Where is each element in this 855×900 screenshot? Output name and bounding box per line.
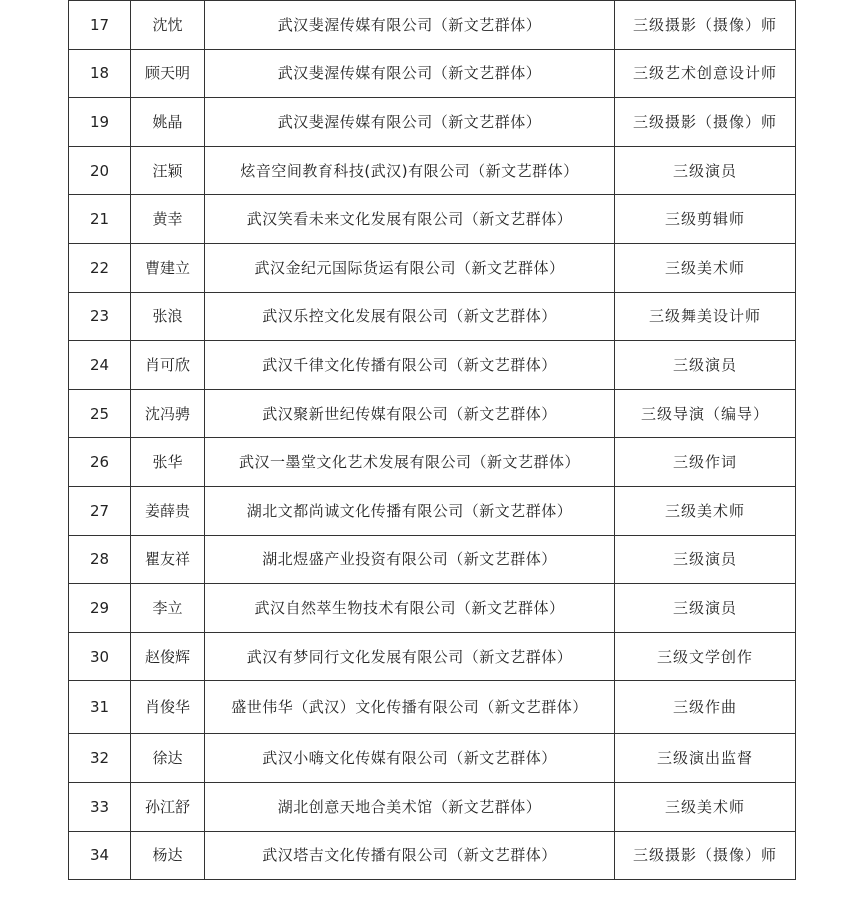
person-name: 顾天明 <box>131 49 205 98</box>
work-unit: 武汉笑看未来文化发展有限公司（新文艺群体） <box>205 195 615 244</box>
person-name: 曹建立 <box>131 243 205 292</box>
table-row <box>69 98 796 147</box>
title-level: 三级作曲 <box>615 681 796 734</box>
title-level: 三级剪辑师 <box>615 195 796 244</box>
work-unit: 武汉小嗨文化传媒有限公司（新文艺群体） <box>205 734 615 783</box>
person-name: 张浪 <box>131 292 205 341</box>
title-level: 三级艺术创意设计师 <box>615 49 796 98</box>
table-row <box>69 341 796 390</box>
work-unit: 武汉乐控文化发展有限公司（新文艺群体） <box>205 292 615 341</box>
work-unit: 武汉一墨堂文化艺术发展有限公司（新文艺群体） <box>205 438 615 487</box>
person-name: 黄幸 <box>131 195 205 244</box>
person-name: 徐达 <box>131 734 205 783</box>
title-level: 三级摄影（摄像）师 <box>615 1 796 50</box>
title-level: 三级美术师 <box>615 486 796 535</box>
work-unit: 武汉金纪元国际货运有限公司（新文艺群体） <box>205 243 615 292</box>
row-number: 26 <box>69 438 131 487</box>
row-number: 29 <box>69 584 131 633</box>
row-number: 21 <box>69 195 131 244</box>
row-number: 33 <box>69 782 131 831</box>
table-row <box>69 734 796 783</box>
row-number: 20 <box>69 146 131 195</box>
person-name: 沈冯骋 <box>131 389 205 438</box>
work-unit: 武汉千律文化传播有限公司（新文艺群体） <box>205 341 615 390</box>
row-number: 17 <box>69 1 131 50</box>
row-number: 19 <box>69 98 131 147</box>
row-number: 22 <box>69 243 131 292</box>
title-level: 三级作词 <box>615 438 796 487</box>
table-row <box>69 584 796 633</box>
table-row <box>69 146 796 195</box>
row-number: 24 <box>69 341 131 390</box>
table-row <box>69 243 796 292</box>
work-unit: 武汉斐渥传媒有限公司（新文艺群体） <box>205 49 615 98</box>
row-number: 31 <box>69 681 131 734</box>
table-row <box>69 1 796 50</box>
title-level: 三级美术师 <box>615 782 796 831</box>
title-level: 三级演员 <box>615 584 796 633</box>
roster-table <box>68 0 796 880</box>
work-unit: 湖北文都尚诚文化传播有限公司（新文艺群体） <box>205 486 615 535</box>
title-level: 三级文学创作 <box>615 632 796 681</box>
work-unit: 湖北创意天地合美术馆（新文艺群体） <box>205 782 615 831</box>
table-row <box>69 49 796 98</box>
work-unit: 武汉塔吉文化传播有限公司（新文艺群体） <box>205 831 615 880</box>
person-name: 姜薛贵 <box>131 486 205 535</box>
work-unit: 湖北煜盛产业投资有限公司（新文艺群体） <box>205 535 615 584</box>
row-number: 30 <box>69 632 131 681</box>
person-name: 姚晶 <box>131 98 205 147</box>
table-row <box>69 438 796 487</box>
work-unit: 盛世伟华（武汉）文化传播有限公司（新文艺群体） <box>205 681 615 734</box>
row-number: 34 <box>69 831 131 880</box>
row-number: 27 <box>69 486 131 535</box>
person-name: 沈忱 <box>131 1 205 50</box>
work-unit: 武汉有梦同行文化发展有限公司（新文艺群体） <box>205 632 615 681</box>
title-level: 三级演员 <box>615 146 796 195</box>
table-row <box>69 831 796 880</box>
row-number: 18 <box>69 49 131 98</box>
person-name: 汪颖 <box>131 146 205 195</box>
table-row <box>69 535 796 584</box>
work-unit: 武汉聚新世纪传媒有限公司（新文艺群体） <box>205 389 615 438</box>
table-row <box>69 389 796 438</box>
title-level: 三级演员 <box>615 535 796 584</box>
person-name: 肖俊华 <box>131 681 205 734</box>
row-number: 28 <box>69 535 131 584</box>
title-level: 三级舞美设计师 <box>615 292 796 341</box>
table-row <box>69 782 796 831</box>
row-number: 23 <box>69 292 131 341</box>
person-name: 孙江舒 <box>131 782 205 831</box>
row-number: 32 <box>69 734 131 783</box>
title-level: 三级美术师 <box>615 243 796 292</box>
title-level: 三级演出监督 <box>615 734 796 783</box>
title-level: 三级演员 <box>615 341 796 390</box>
person-name: 赵俊辉 <box>131 632 205 681</box>
row-number: 25 <box>69 389 131 438</box>
roster-body <box>69 1 796 880</box>
title-level: 三级摄影（摄像）师 <box>615 98 796 147</box>
work-unit: 炫音空间教育科技(武汉)有限公司（新文艺群体） <box>205 146 615 195</box>
title-level: 三级摄影（摄像）师 <box>615 831 796 880</box>
table-row <box>69 486 796 535</box>
table-row <box>69 195 796 244</box>
person-name: 张华 <box>131 438 205 487</box>
work-unit: 武汉斐渥传媒有限公司（新文艺群体） <box>205 98 615 147</box>
title-level: 三级导演（编导） <box>615 389 796 438</box>
table-row <box>69 681 796 734</box>
table-row <box>69 632 796 681</box>
person-name: 李立 <box>131 584 205 633</box>
table-row <box>69 292 796 341</box>
person-name: 瞿友祥 <box>131 535 205 584</box>
person-name: 杨达 <box>131 831 205 880</box>
work-unit: 武汉斐渥传媒有限公司（新文艺群体） <box>205 1 615 50</box>
work-unit: 武汉自然萃生物技术有限公司（新文艺群体） <box>205 584 615 633</box>
person-name: 肖可欣 <box>131 341 205 390</box>
